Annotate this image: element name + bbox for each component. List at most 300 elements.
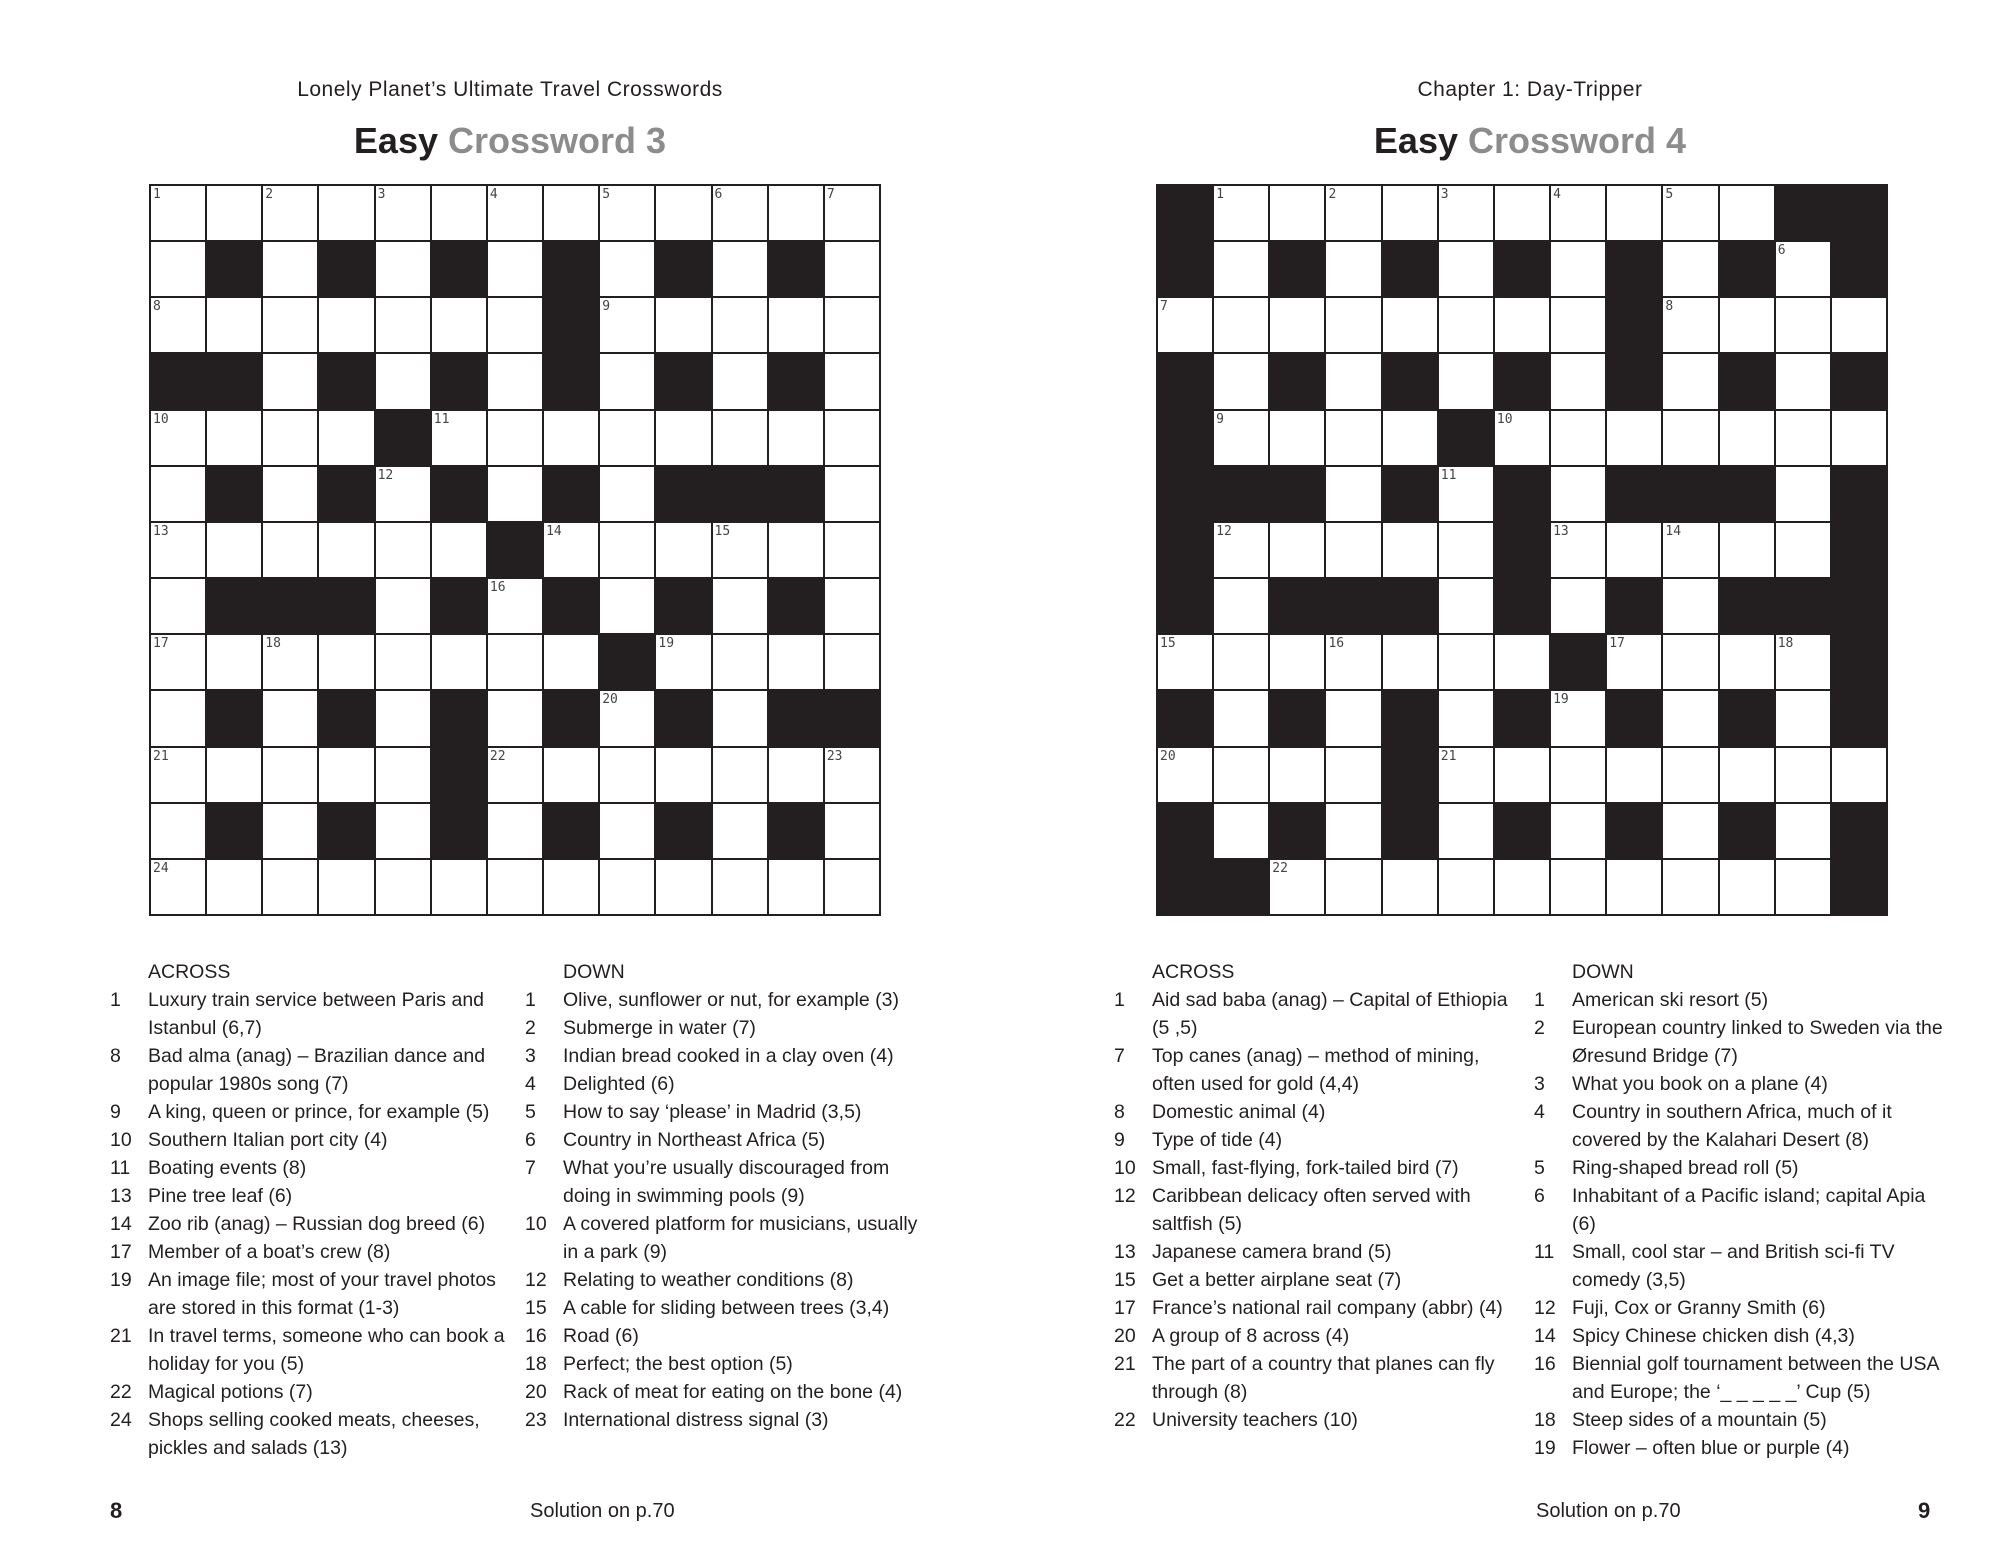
grid-cell[interactable] [1832, 298, 1886, 352]
grid-cell[interactable] [600, 748, 654, 802]
cell-number: 11 [433, 411, 450, 427]
grid-cell[interactable] [600, 860, 654, 914]
grid-cell[interactable] [1663, 748, 1717, 802]
grid-cell[interactable] [1439, 523, 1493, 577]
black-square [432, 579, 486, 633]
black-square [319, 579, 373, 633]
across-clues-left [110, 958, 520, 1462]
grid-cell[interactable] [1607, 860, 1661, 914]
grid-cell[interactable] [600, 411, 654, 465]
grid-cell[interactable] [713, 411, 767, 465]
grid-cell[interactable] [151, 748, 205, 802]
grid-cell[interactable] [1607, 523, 1661, 577]
grid-cell[interactable] [1776, 298, 1830, 352]
grid-cell[interactable] [1270, 186, 1324, 240]
grid-cell[interactable] [1720, 186, 1774, 240]
clue-text: Get a better airplane seat (7) [1152, 1269, 1402, 1291]
grid-cell[interactable] [1270, 523, 1324, 577]
grid-cell[interactable] [1326, 748, 1380, 802]
grid-cell[interactable] [1663, 523, 1717, 577]
grid-cell[interactable] [1214, 411, 1268, 465]
grid-cell[interactable] [1663, 354, 1717, 408]
black-square [769, 804, 823, 858]
black-square [1663, 467, 1717, 521]
clue-number: 10 [1114, 1157, 1136, 1179]
grid-cell[interactable] [1720, 860, 1774, 914]
grid-cell[interactable] [376, 635, 430, 689]
grid-cell[interactable] [1214, 242, 1268, 296]
grid-cell[interactable] [1383, 298, 1437, 352]
grid-cell[interactable] [432, 523, 486, 577]
grid-cell[interactable] [1720, 748, 1774, 802]
black-square [1158, 523, 1212, 577]
grid-cell[interactable] [713, 635, 767, 689]
grid-cell[interactable] [1663, 804, 1717, 858]
grid-cell[interactable] [656, 860, 710, 914]
clue-item [110, 1042, 520, 1098]
grid-cell[interactable] [376, 691, 430, 745]
grid-cell[interactable] [1776, 635, 1830, 689]
grid-cell[interactable] [1495, 635, 1549, 689]
grid-cell[interactable] [1326, 186, 1380, 240]
black-square [544, 691, 598, 745]
black-square [544, 804, 598, 858]
down-clues-left [525, 958, 935, 1434]
black-square [1720, 691, 1774, 745]
grid-cell[interactable] [1214, 298, 1268, 352]
grid-cell[interactable] [713, 186, 767, 240]
grid-cell[interactable] [1439, 298, 1493, 352]
grid-cell[interactable] [825, 298, 879, 352]
grid-cell[interactable] [1326, 467, 1380, 521]
grid-cell[interactable] [319, 523, 373, 577]
black-square [1607, 467, 1661, 521]
clue-item [1534, 1098, 1944, 1154]
grid-cell[interactable] [319, 860, 373, 914]
grid-cell[interactable] [600, 691, 654, 745]
grid-cell[interactable] [1439, 579, 1493, 633]
grid-cell[interactable] [825, 635, 879, 689]
grid-cell[interactable] [769, 186, 823, 240]
grid-cell[interactable] [1832, 411, 1886, 465]
grid-cell[interactable] [1326, 523, 1380, 577]
black-square [1158, 691, 1212, 745]
grid-cell[interactable] [1214, 579, 1268, 633]
grid-cell[interactable] [263, 748, 317, 802]
clue-number: 16 [1534, 1353, 1556, 1375]
grid-cell[interactable] [376, 298, 430, 352]
grid-cell[interactable] [151, 691, 205, 745]
grid-cell[interactable] [1663, 579, 1717, 633]
grid-cell[interactable] [544, 186, 598, 240]
grid-cell[interactable] [656, 748, 710, 802]
grid-cell[interactable] [713, 860, 767, 914]
grid-cell[interactable] [1551, 860, 1605, 914]
grid-cell[interactable] [600, 523, 654, 577]
grid-cell[interactable] [207, 523, 261, 577]
grid-cell[interactable] [488, 860, 542, 914]
clue-number: 13 [1114, 1241, 1136, 1263]
grid-cell[interactable] [207, 411, 261, 465]
grid-cell[interactable] [376, 467, 430, 521]
grid-cell[interactable] [1776, 691, 1830, 745]
clue-text: An image file; most of your travel photos are stored in this format (1-3) [148, 1269, 496, 1319]
grid-cell[interactable] [544, 411, 598, 465]
grid-cell[interactable] [1551, 523, 1605, 577]
grid-cell[interactable] [432, 635, 486, 689]
grid-cell[interactable] [1383, 411, 1437, 465]
grid-cell[interactable] [1776, 242, 1830, 296]
grid-cell[interactable] [1607, 635, 1661, 689]
grid-cell[interactable] [151, 523, 205, 577]
grid-cell[interactable] [319, 411, 373, 465]
grid-cell[interactable] [656, 635, 710, 689]
grid-cell[interactable] [488, 411, 542, 465]
grid-cell[interactable] [1439, 860, 1493, 914]
grid-cell[interactable] [769, 635, 823, 689]
grid-cell[interactable] [713, 691, 767, 745]
grid-cell[interactable] [1551, 691, 1605, 745]
grid-cell[interactable] [825, 242, 879, 296]
black-square [1607, 804, 1661, 858]
grid-cell[interactable] [432, 298, 486, 352]
grid-cell[interactable] [1663, 242, 1717, 296]
black-square [1270, 242, 1324, 296]
grid-cell[interactable] [656, 411, 710, 465]
grid-cell[interactable] [488, 467, 542, 521]
grid-cell[interactable] [713, 748, 767, 802]
grid-cell[interactable] [1214, 523, 1268, 577]
grid-cell[interactable] [1439, 467, 1493, 521]
grid-cell[interactable] [488, 579, 542, 633]
grid-cell[interactable] [1551, 467, 1605, 521]
grid-cell[interactable] [207, 635, 261, 689]
grid-cell[interactable] [1158, 635, 1212, 689]
black-square [544, 467, 598, 521]
grid-cell[interactable] [1214, 748, 1268, 802]
clue-text: Biennial golf tournament between the USA and Europe; the ‘_ _ _ _ _’ Cup (5) [1572, 1353, 1939, 1403]
grid-cell[interactable] [376, 523, 430, 577]
grid-cell[interactable] [319, 186, 373, 240]
grid-cell[interactable] [544, 635, 598, 689]
grid-cell[interactable] [1663, 411, 1717, 465]
puzzle-title-right [1180, 120, 1880, 162]
grid-cell[interactable] [544, 748, 598, 802]
grid-cell[interactable] [1776, 467, 1830, 521]
grid-cell[interactable] [1495, 186, 1549, 240]
clue-item [525, 986, 935, 1014]
grid-cell[interactable] [207, 748, 261, 802]
grid-cell[interactable] [600, 579, 654, 633]
clue-text: In travel terms, someone who can book a holiday for you (5) [148, 1325, 505, 1375]
clue-number: 12 [1114, 1185, 1136, 1207]
grid-cell[interactable] [263, 691, 317, 745]
grid-cell[interactable] [825, 860, 879, 914]
grid-cell[interactable] [713, 242, 767, 296]
grid-cell[interactable] [1158, 298, 1212, 352]
grid-cell[interactable] [1326, 298, 1380, 352]
grid-cell[interactable] [1214, 354, 1268, 408]
grid-cell[interactable] [713, 579, 767, 633]
grid-cell[interactable] [1214, 635, 1268, 689]
black-square [432, 748, 486, 802]
grid-cell[interactable] [713, 298, 767, 352]
grid-cell[interactable] [1720, 523, 1774, 577]
grid-cell[interactable] [263, 298, 317, 352]
grid-cell[interactable] [1551, 748, 1605, 802]
grid-cell[interactable] [1439, 242, 1493, 296]
grid-cell[interactable] [263, 804, 317, 858]
grid-cell[interactable] [1663, 691, 1717, 745]
grid-cell[interactable] [600, 298, 654, 352]
grid-cell[interactable] [1270, 748, 1324, 802]
grid-cell[interactable] [263, 467, 317, 521]
grid-cell[interactable] [1551, 298, 1605, 352]
grid-cell[interactable] [376, 804, 430, 858]
black-square [1383, 354, 1437, 408]
grid-cell[interactable] [432, 186, 486, 240]
grid-cell[interactable] [488, 298, 542, 352]
grid-cell[interactable] [1663, 860, 1717, 914]
grid-cell[interactable] [1607, 748, 1661, 802]
grid-cell[interactable] [1326, 411, 1380, 465]
grid-cell[interactable] [825, 411, 879, 465]
grid-cell[interactable] [1551, 186, 1605, 240]
grid-cell[interactable] [263, 523, 317, 577]
grid-cell[interactable] [713, 354, 767, 408]
grid-cell[interactable] [263, 635, 317, 689]
grid-cell[interactable] [1214, 691, 1268, 745]
grid-cell[interactable] [151, 186, 205, 240]
grid-cell[interactable] [151, 242, 205, 296]
grid-cell[interactable] [1776, 860, 1830, 914]
grid-cell[interactable] [1720, 298, 1774, 352]
grid-cell[interactable] [825, 804, 879, 858]
black-square [207, 804, 261, 858]
grid-cell[interactable] [207, 860, 261, 914]
clue-text: Perfect; the best option (5) [563, 1353, 793, 1375]
grid-cell[interactable] [1270, 860, 1324, 914]
grid-cell[interactable] [1495, 748, 1549, 802]
grid-cell[interactable] [544, 860, 598, 914]
grid-cell[interactable] [488, 804, 542, 858]
clue-text: A king, queen or prince, for example (5) [148, 1101, 490, 1123]
clue-text: France’s national rail company (abbr) (4) [1152, 1297, 1503, 1319]
clue-item [1114, 1350, 1524, 1406]
grid-cell[interactable] [151, 411, 205, 465]
crossword-grid-3 [149, 184, 881, 916]
clue-number: 10 [110, 1129, 132, 1151]
grid-cell[interactable] [376, 354, 430, 408]
grid-cell[interactable] [1551, 354, 1605, 408]
grid-cell[interactable] [1495, 860, 1549, 914]
grid-cell[interactable] [1439, 354, 1493, 408]
grid-cell[interactable] [151, 860, 205, 914]
grid-cell[interactable] [1607, 411, 1661, 465]
grid-cell[interactable] [319, 298, 373, 352]
black-square [1495, 354, 1549, 408]
grid-cell[interactable] [1326, 804, 1380, 858]
black-square [319, 804, 373, 858]
grid-cell[interactable] [1270, 635, 1324, 689]
clue-item [1114, 1294, 1524, 1322]
grid-cell[interactable] [1551, 411, 1605, 465]
grid-cell[interactable] [263, 186, 317, 240]
grid-cell[interactable] [600, 804, 654, 858]
clue-item [1534, 1154, 1944, 1182]
grid-cell[interactable] [1663, 298, 1717, 352]
grid-cell[interactable] [769, 748, 823, 802]
grid-cell[interactable] [319, 748, 373, 802]
grid-cell[interactable] [825, 186, 879, 240]
grid-cell[interactable] [263, 411, 317, 465]
grid-cell[interactable] [376, 860, 430, 914]
grid-cell[interactable] [488, 354, 542, 408]
grid-cell[interactable] [1158, 748, 1212, 802]
grid-cell[interactable] [769, 411, 823, 465]
clue-text: Olive, sunflower or nut, for example (3) [563, 989, 899, 1011]
clue-text: Luxury train service between Paris and Istanbul (6,7) [148, 989, 485, 1039]
clue-number: 9 [1114, 1129, 1125, 1151]
grid-cell[interactable] [825, 523, 879, 577]
grid-cell[interactable] [1663, 186, 1717, 240]
grid-cell[interactable] [1270, 298, 1324, 352]
grid-cell[interactable] [488, 635, 542, 689]
grid-cell[interactable] [1776, 748, 1830, 802]
grid-cell[interactable] [1383, 186, 1437, 240]
grid-cell[interactable] [1776, 523, 1830, 577]
grid-cell[interactable] [1439, 691, 1493, 745]
clue-text: A cable for sliding between trees (3,4) [563, 1297, 890, 1319]
grid-cell[interactable] [263, 860, 317, 914]
grid-cell[interactable] [263, 242, 317, 296]
grid-cell[interactable] [151, 804, 205, 858]
title-name: Crossword 3 [448, 120, 667, 161]
black-square [600, 635, 654, 689]
grid-cell[interactable] [1439, 186, 1493, 240]
grid-cell[interactable] [769, 298, 823, 352]
grid-cell[interactable] [432, 411, 486, 465]
grid-cell[interactable] [1551, 242, 1605, 296]
clue-item [1114, 1182, 1524, 1238]
grid-cell[interactable] [1270, 411, 1324, 465]
grid-cell[interactable] [1214, 804, 1268, 858]
grid-cell[interactable] [1326, 635, 1380, 689]
grid-cell[interactable] [488, 691, 542, 745]
clue-number: 8 [1114, 1101, 1125, 1123]
grid-cell[interactable] [1326, 354, 1380, 408]
grid-cell[interactable] [1495, 411, 1549, 465]
grid-cell[interactable] [825, 467, 879, 521]
grid-cell[interactable] [1383, 635, 1437, 689]
black-square [1214, 467, 1268, 521]
grid-cell[interactable] [376, 242, 430, 296]
clue-text: Flower – often blue or purple (4) [1572, 1437, 1850, 1459]
grid-cell[interactable] [656, 298, 710, 352]
black-square [207, 467, 261, 521]
black-square [319, 354, 373, 408]
grid-cell[interactable] [1720, 635, 1774, 689]
grid-cell[interactable] [1832, 748, 1886, 802]
grid-cell[interactable] [319, 635, 373, 689]
grid-cell[interactable] [376, 186, 430, 240]
grid-cell[interactable] [207, 186, 261, 240]
grid-cell[interactable] [1439, 635, 1493, 689]
grid-cell[interactable] [1439, 804, 1493, 858]
grid-cell[interactable] [151, 298, 205, 352]
title-difficulty: Easy [1373, 120, 1458, 161]
grid-cell[interactable] [1214, 186, 1268, 240]
grid-cell[interactable] [656, 186, 710, 240]
grid-cell[interactable] [488, 186, 542, 240]
black-square [207, 691, 261, 745]
grid-cell[interactable] [1326, 691, 1380, 745]
clue-item [1114, 1406, 1524, 1434]
clue-text: Inhabitant of a Pacific island; capital Apia (6) [1572, 1185, 1926, 1235]
grid-cell[interactable] [656, 523, 710, 577]
grid-cell[interactable] [1383, 860, 1437, 914]
grid-cell[interactable] [1776, 804, 1830, 858]
grid-cell[interactable] [1776, 411, 1830, 465]
grid-cell[interactable] [1720, 411, 1774, 465]
grid-cell[interactable] [207, 298, 261, 352]
grid-cell[interactable] [1439, 748, 1493, 802]
black-square [1270, 804, 1324, 858]
black-square [1158, 804, 1212, 858]
grid-cell[interactable] [1663, 635, 1717, 689]
grid-cell[interactable] [376, 748, 430, 802]
clue-item [525, 1154, 935, 1210]
grid-cell[interactable] [825, 748, 879, 802]
grid-cell[interactable] [1495, 298, 1549, 352]
grid-cell[interactable] [713, 523, 767, 577]
grid-cell[interactable] [488, 242, 542, 296]
grid-cell[interactable] [713, 804, 767, 858]
clue-text: How to say ‘please’ in Madrid (3,5) [563, 1101, 862, 1123]
grid-cell[interactable] [600, 354, 654, 408]
grid-cell[interactable] [151, 467, 205, 521]
grid-cell[interactable] [432, 860, 486, 914]
grid-cell[interactable] [600, 467, 654, 521]
black-square [1214, 860, 1268, 914]
grid-cell[interactable] [544, 523, 598, 577]
clue-item [525, 1014, 935, 1042]
clue-number: 20 [1114, 1325, 1136, 1347]
grid-cell[interactable] [1607, 186, 1661, 240]
grid-cell[interactable] [488, 748, 542, 802]
grid-cell[interactable] [1551, 579, 1605, 633]
grid-cell[interactable] [1383, 523, 1437, 577]
grid-cell[interactable] [1326, 242, 1380, 296]
clue-number: 19 [1534, 1437, 1556, 1459]
clue-item [110, 1210, 520, 1238]
clue-item [1534, 1182, 1944, 1238]
grid-cell[interactable] [263, 354, 317, 408]
grid-cell[interactable] [151, 579, 205, 633]
grid-cell[interactable] [151, 635, 205, 689]
grid-cell[interactable] [1551, 804, 1605, 858]
grid-cell[interactable] [376, 579, 430, 633]
grid-cell[interactable] [769, 523, 823, 577]
grid-cell[interactable] [825, 579, 879, 633]
grid-cell[interactable] [1776, 354, 1830, 408]
clue-number: 3 [1534, 1073, 1545, 1095]
grid-cell[interactable] [600, 242, 654, 296]
grid-cell[interactable] [1326, 860, 1380, 914]
grid-cell[interactable] [769, 860, 823, 914]
grid-cell[interactable] [600, 186, 654, 240]
grid-cell[interactable] [825, 354, 879, 408]
